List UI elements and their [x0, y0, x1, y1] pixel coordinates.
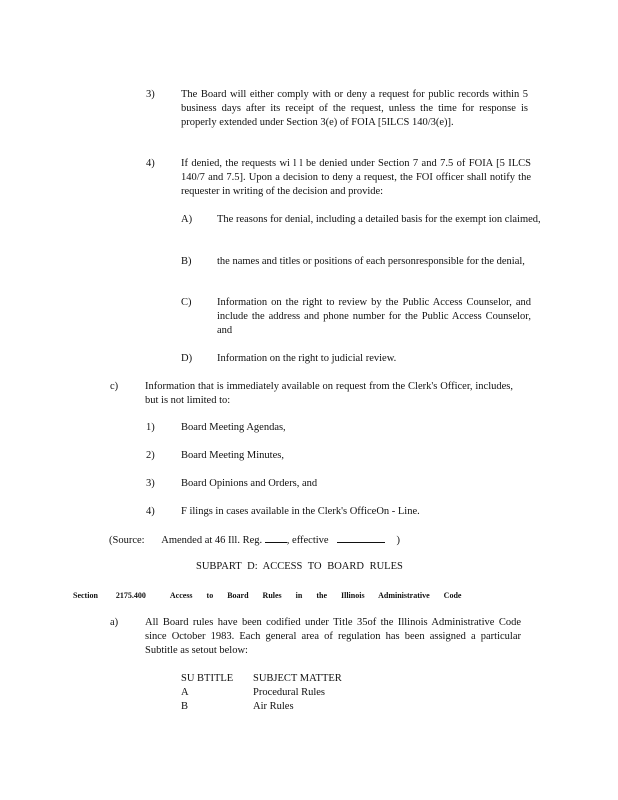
item-4d-text: Information on the right to judicial review. — [217, 353, 397, 364]
item-4c-text: Information on the right to review by the Public Access Counselor, and include the address and phone number for the Public Access Counselor, and — [217, 297, 531, 336]
item-c2-label: 2) — [146, 450, 155, 461]
item-4b-label: B) — [181, 256, 192, 267]
item-4c-label: C) — [181, 297, 192, 308]
item-4b-text: the names and titles or positions of each personresponsible for the denial, — [217, 256, 525, 267]
item-a-label: a) — [110, 617, 119, 628]
section-number: 2175.400 — [115, 591, 146, 600]
section-title: Access to Board Rules in the Illinois Administrative Code — [169, 591, 462, 600]
item-4-text: If denied, the requests wi l l be denied under Section 7 and 7.5 of FOIA [5 ILCS 140/7 and 7.5]. Upon a decision to deny a request, the FOI officer shall notify the requester in writing of the decision and provide: — [181, 158, 531, 197]
source-note — [109, 533, 400, 548]
source-close: ) — [396, 535, 400, 546]
table-cell: Procedural Rules — [253, 687, 326, 698]
table-header-subtitle: SU BTITLE — [181, 673, 234, 684]
source-effective: , effective — [286, 535, 329, 546]
item-c4-label: 4) — [146, 506, 155, 517]
table-header-subject: SUBJECT MATTER — [253, 673, 342, 684]
section-heading — [73, 589, 462, 603]
table-cell: Air Rules — [253, 701, 294, 712]
table-row — [181, 700, 342, 714]
source-prefix: (Source: — [109, 535, 145, 546]
source-blank-1 — [265, 533, 287, 543]
item-a-text: All Board rules have been codified under Title 35of the Illinois Administrative Code since October 1983. Each general area of regulation has been assigned a particular Subtitle as setout below: — [145, 617, 521, 656]
item-3-text: The Board will either comply with or deny a request for public records within 5 business days after its receipt of the request, unless the time for response is properly extended under Section 3(e) of FOIA [5ILCS 140/3(e)]. — [181, 89, 528, 128]
subtitle-table — [181, 672, 342, 714]
item-4a-text: The reasons for denial, including a detailed basis for the exempt ion claimed, — [217, 214, 541, 225]
item-c2-text: Board Meeting Minutes, — [181, 450, 284, 461]
item-c1-text: Board Meeting Agendas, — [181, 422, 286, 433]
table-header-row — [181, 672, 342, 686]
item-c-label: c) — [110, 381, 119, 392]
item-c3-label: 3) — [146, 478, 155, 489]
item-c3-text: Board Opinions and Orders, and — [181, 478, 318, 489]
source-amended: Amended at 46 Ill. Reg. — [161, 535, 263, 546]
item-c4-text: F ilings in cases available in the Clerk's OfficeOn - Line. — [181, 506, 420, 517]
section-word: Section — [73, 591, 98, 600]
table-row — [181, 686, 342, 700]
source-blank-2 — [337, 533, 385, 543]
item-c-text: Information that is immediately available on request from the Clerk's Officer, includes, but is not limited to: — [145, 381, 513, 406]
table-cell: B — [181, 701, 189, 712]
item-3-label: 3) — [146, 89, 155, 100]
subpart-heading: SUBPART D: ACCESS TO BOARD RULES — [196, 561, 403, 572]
table-cell: A — [181, 687, 189, 698]
item-4a-label: A) — [181, 214, 193, 225]
item-4d-label: D) — [181, 353, 193, 364]
item-c1-label: 1) — [146, 422, 155, 433]
item-4-label: 4) — [146, 158, 155, 169]
